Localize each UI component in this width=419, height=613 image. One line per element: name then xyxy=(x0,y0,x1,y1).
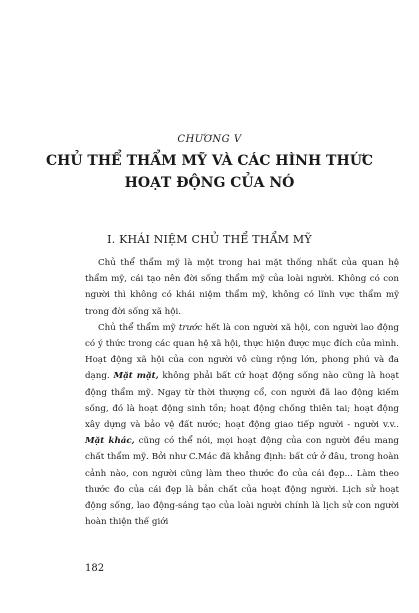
chapter-title xyxy=(40,150,379,194)
paragraph-2 xyxy=(85,320,399,531)
chapter-title-line-1: CHỦ THỂ THẨM MỸ VÀ CÁC HÌNH THỨC xyxy=(45,153,374,169)
paragraph-1: Chủ thể thẩm mỹ là một trong hai mặt thống nhất của quan hệ thẩm mỹ, cái tạo nên đời sống thẩm mỹ của loài người. Không có con người thì không có khái niệm thẩm mỹ, không có lĩnh vực thẩm mỹ trong đời sống xã hội. xyxy=(85,258,399,317)
para2-emphasis-mat-khac: Mặt khác, xyxy=(85,436,135,447)
para2-emphasis-mat-mat: Mặt mặt, xyxy=(113,371,159,382)
para2-part-e: không phải bất cứ hoạt động sống nào cũng là hoạt động thẩm mỹ. Ngay từ thời thượng cổ, con người đã lao động kiếm sống, đó là hoạt động sinh tồn; hoạt động chống thiên tai; hoạt động xây dựng và bảo vệ đất nước; hoạt động giao tiếp người - người v.v.. xyxy=(85,371,399,431)
para2-emphasis-truoc: trước xyxy=(178,322,203,333)
section-heading: I. KHÁI NIỆM CHỦ THỂ THẨM MỸ xyxy=(107,233,312,246)
para2-part-c: hết là con người xã hội, con người lao động có ý thức trong các quan hệ xã hội, thực hiện được mục đích của mình. Hoạt động xã hội của con người vô cùng rộng lớn, phong phú và đa dạng. xyxy=(85,322,399,382)
body-text xyxy=(85,255,399,530)
page-number: 182 xyxy=(85,563,105,574)
para2-part-g: cũng có thể nói, mọi hoạt động của con người đều mang chất thẩm mỹ. Bởi như C.Mác đã khẳng định: bất cứ ở đâu, trong hoàn cảnh nào, con người cũng làm theo thước đo của cái đẹp... Làm theo thước đo của cái đẹp là bản chất của hoạt động người. Lịch sử hoạt động sống, lao động-sáng tạo của loài người chính là lịch sử con người hoàn thiện thế giới xyxy=(85,436,399,528)
para2-part-a: Chủ thể thẩm mỹ xyxy=(98,322,179,333)
chapter-title-line-2: HOẠT ĐỘNG CỦA NÓ xyxy=(124,175,295,191)
chapter-label: CHƯƠNG V xyxy=(177,134,242,145)
